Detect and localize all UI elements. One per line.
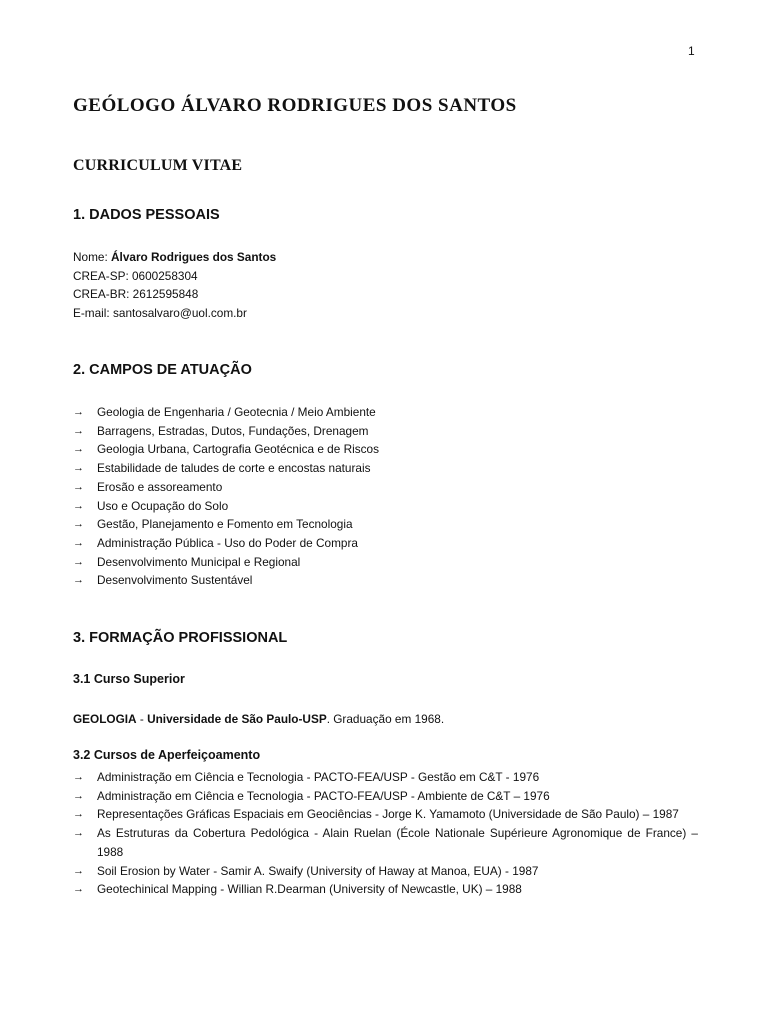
field-item [73, 534, 698, 553]
field-item [73, 440, 698, 459]
arrow-bullet-icon: → [73, 480, 84, 493]
degree-line [73, 710, 444, 729]
field-item-text: Geologia Urbana, Cartografia Geotécnica e de Riscos [97, 442, 379, 457]
field-item [73, 422, 698, 441]
arrow-bullet-icon: → [73, 827, 84, 840]
degree-name: GEOLOGIA [73, 712, 137, 726]
degree-details: . Graduação em 1968. [326, 712, 445, 726]
course-item [73, 805, 698, 824]
course-item [73, 862, 698, 881]
arrow-bullet-icon: → [73, 574, 84, 587]
sub-heading-superior: 3.1 Curso Superior [73, 672, 185, 686]
field-item [73, 459, 698, 478]
field-item-text: Estabilidade de taludes de corte e encostas naturais [97, 461, 371, 476]
arrow-bullet-icon: → [73, 536, 84, 549]
arrow-bullet-icon: → [73, 808, 84, 821]
field-item [73, 497, 698, 516]
course-item-text: As Estruturas da Cobertura Pedológica - Alain Ruelan (École Nationale Supérieure Agronomique de France) – 1988 [97, 826, 698, 859]
field-item [73, 553, 698, 572]
document-subtitle: CURRICULUM VITAE [73, 157, 243, 174]
field-item-text: Uso e Ocupação do Solo [97, 498, 229, 513]
field-item-text: Administração Pública - Uso do Poder de Compra [97, 535, 358, 550]
name-line [73, 248, 276, 267]
degree-institution: Universidade de São Paulo-USP [147, 712, 327, 726]
name-value: Álvaro Rodrigues dos Santos [111, 250, 277, 264]
field-item-text: Desenvolvimento Municipal e Regional [97, 554, 301, 569]
fields-list [73, 403, 698, 590]
field-item-text: Gestão, Planejamento e Fomento em Tecnologia [97, 517, 353, 532]
field-item-text: Geologia de Engenharia / Geotecnia / Meio Ambiente [97, 405, 376, 419]
course-item [73, 880, 698, 899]
course-item-text: Soil Erosion by Water - Samir A. Swaify (University of Haway at Manoa, EUA) - 1987 [97, 863, 539, 878]
course-item-text: Representações Gráficas Espaciais em Geociências - Jorge K. Yamamoto (Universidade de São Paulo) – 1987 [97, 807, 679, 822]
page-number: 1 [688, 44, 695, 58]
crea-sp-line: CREA-SP: 0600258304 [73, 268, 198, 283]
arrow-bullet-icon: → [73, 406, 84, 418]
arrow-bullet-icon: → [73, 462, 84, 475]
degree-separator: - [136, 712, 148, 726]
arrow-bullet-icon: → [73, 864, 84, 877]
courses-list [73, 768, 698, 899]
section-heading-fields: 2. CAMPOS DE ATUAÇÃO [73, 362, 252, 378]
course-item [73, 824, 698, 861]
name-label: Nome: [73, 250, 112, 264]
arrow-bullet-icon: → [73, 883, 84, 896]
crea-br-line: CREA-BR: 2612595848 [73, 287, 199, 302]
field-item-text: Erosão e assoreamento [97, 479, 223, 494]
arrow-bullet-icon: → [73, 424, 84, 437]
course-item [73, 768, 698, 787]
email-line: E-mail: santosalvaro@uol.com.br [73, 306, 247, 321]
arrow-bullet-icon: → [73, 518, 84, 531]
section-heading-personal: 1. DADOS PESSOAIS [73, 207, 220, 223]
arrow-bullet-icon: → [73, 443, 84, 456]
arrow-bullet-icon: → [73, 499, 84, 512]
course-item-text: Administração em Ciência e Tecnologia - PACTO-FEA/USP - Gestão em C&T - 1976 [97, 770, 540, 784]
arrow-bullet-icon: → [73, 771, 84, 783]
field-item-text: Desenvolvimento Sustentável [97, 573, 253, 588]
arrow-bullet-icon: → [73, 555, 84, 568]
sub-heading-improvement: 3.2 Cursos de Aperfeiçoamento [73, 748, 261, 762]
arrow-bullet-icon: → [73, 789, 84, 802]
field-item [73, 478, 698, 497]
field-item [73, 515, 698, 534]
field-item [73, 403, 698, 422]
course-item-text: Administração em Ciência e Tecnologia - PACTO-FEA/USP - Ambiente de C&T – 1976 [97, 788, 550, 803]
course-item-text: Geotechinical Mapping - Willian R.Dearman (University of Newcastle, UK) – 1988 [97, 882, 522, 897]
section-heading-education: 3. FORMAÇÃO PROFISSIONAL [73, 630, 288, 646]
document-title: GEÓLOGO ÁLVARO RODRIGUES DOS SANTOS [73, 95, 517, 116]
field-item [73, 571, 698, 590]
field-item-text: Barragens, Estradas, Dutos, Fundações, Drenagem [97, 423, 369, 438]
course-item [73, 787, 698, 806]
